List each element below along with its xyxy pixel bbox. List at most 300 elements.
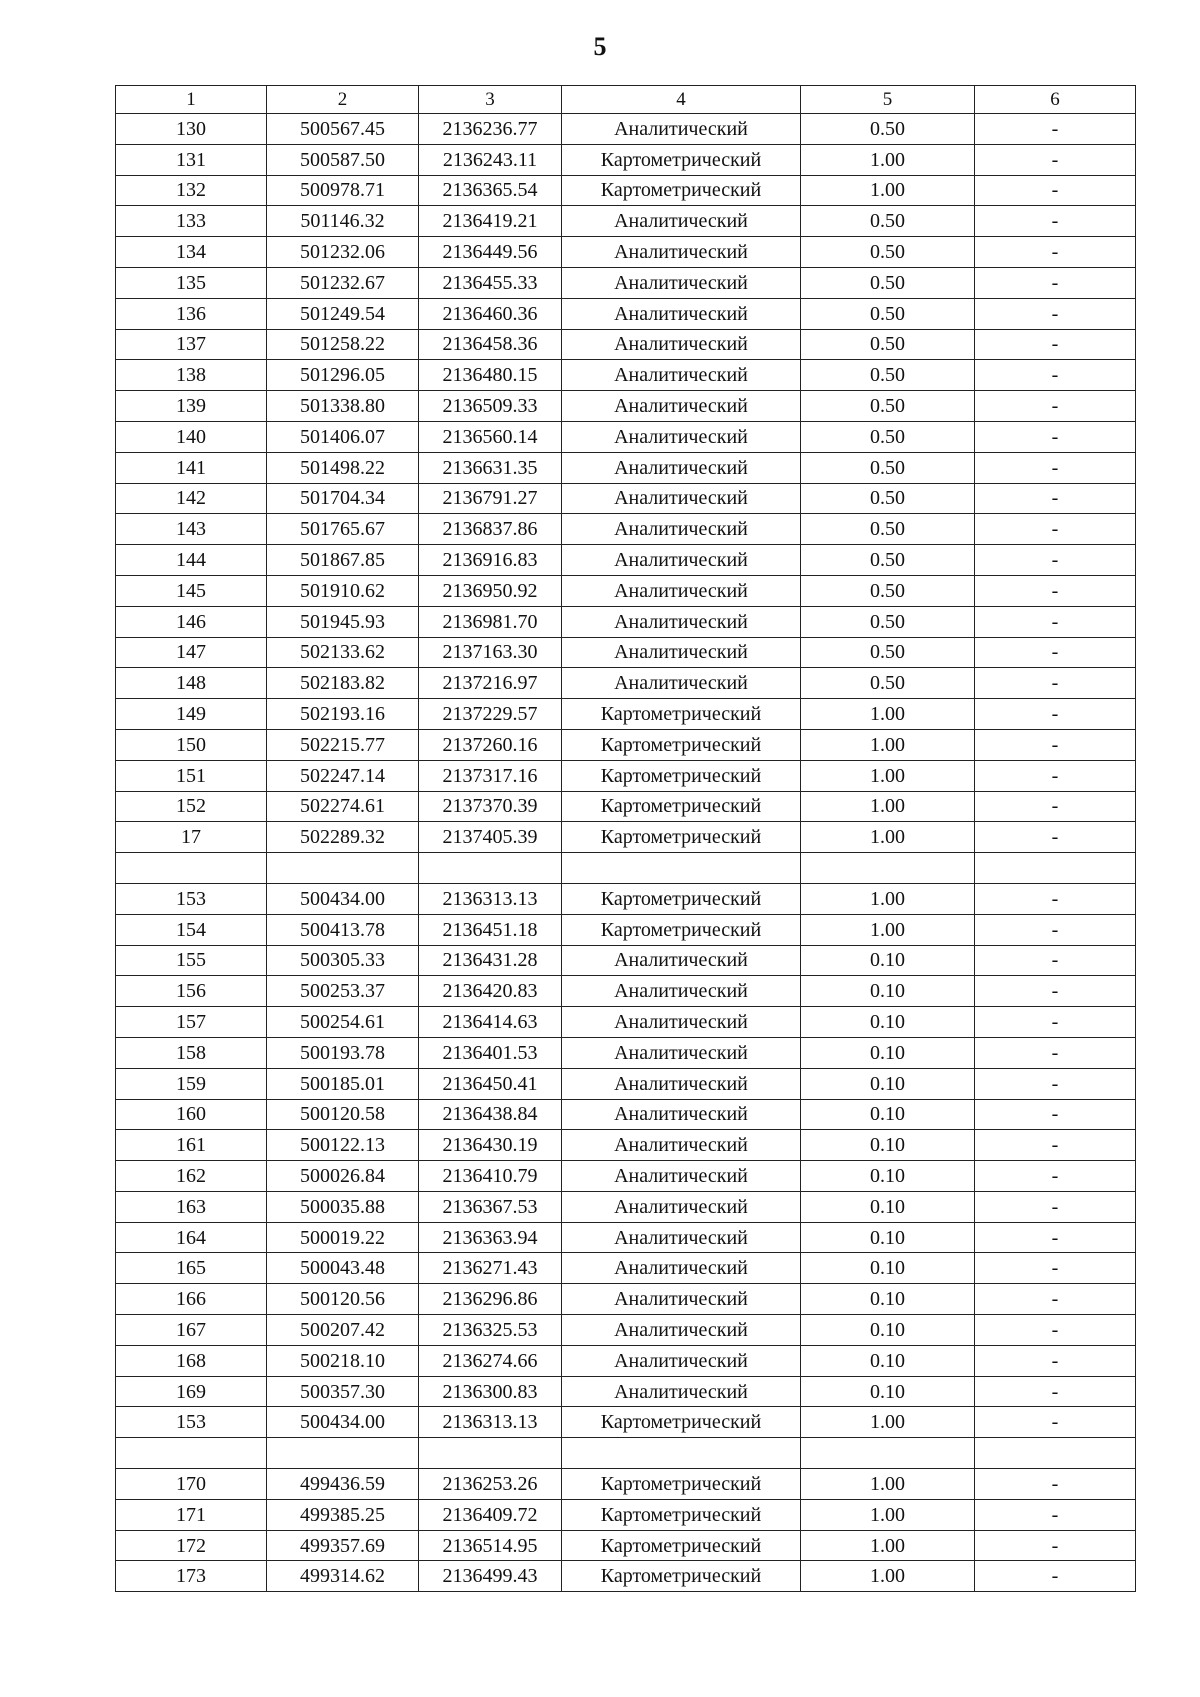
y-coordinate-cell: 2136243.11 (419, 144, 562, 175)
y-coordinate-cell: 2137229.57 (419, 699, 562, 730)
note-cell: - (975, 206, 1136, 237)
accuracy-cell: 0.10 (801, 1099, 975, 1130)
point-number-cell (116, 853, 267, 884)
point-number-cell: 138 (116, 360, 267, 391)
accuracy-cell: 0.10 (801, 976, 975, 1007)
accuracy-cell: 0.50 (801, 237, 975, 268)
method-cell: Аналитический (562, 945, 801, 976)
point-number-cell: 171 (116, 1499, 267, 1530)
table-row (116, 175, 1136, 206)
note-cell: - (975, 483, 1136, 514)
y-coordinate-cell: 2137405.39 (419, 822, 562, 853)
point-number-cell: 143 (116, 514, 267, 545)
method-cell: Аналитический (562, 545, 801, 576)
note-cell: - (975, 267, 1136, 298)
point-number-cell: 170 (116, 1469, 267, 1500)
page-number: 5 (593, 32, 607, 61)
note-cell: - (975, 1007, 1136, 1038)
x-coordinate-cell: 501232.06 (267, 237, 419, 268)
point-number-cell: 141 (116, 452, 267, 483)
table-row (116, 1099, 1136, 1130)
y-coordinate-cell: 2137317.16 (419, 760, 562, 791)
x-coordinate-cell: 500120.56 (267, 1284, 419, 1315)
accuracy-cell: 1.00 (801, 1407, 975, 1438)
accuracy-cell: 1.00 (801, 175, 975, 206)
x-coordinate-cell: 502247.14 (267, 760, 419, 791)
x-coordinate-cell: 501146.32 (267, 206, 419, 237)
point-number-cell: 137 (116, 329, 267, 360)
y-coordinate-cell: 2136431.28 (419, 945, 562, 976)
point-number-cell: 132 (116, 175, 267, 206)
accuracy-cell: 0.10 (801, 1253, 975, 1284)
point-number-cell: 130 (116, 114, 267, 145)
y-coordinate-cell: 2136837.86 (419, 514, 562, 545)
accuracy-cell: 0.10 (801, 1007, 975, 1038)
y-coordinate-cell: 2136916.83 (419, 545, 562, 576)
point-number-cell: 140 (116, 421, 267, 452)
note-cell: - (975, 1376, 1136, 1407)
accuracy-cell: 1.00 (801, 1469, 975, 1500)
y-coordinate-cell: 2136950.92 (419, 575, 562, 606)
point-number-cell: 145 (116, 575, 267, 606)
method-cell: Картометрический (562, 1499, 801, 1530)
table-row (116, 1499, 1136, 1530)
method-cell: Аналитический (562, 298, 801, 329)
note-cell: - (975, 1315, 1136, 1346)
table-row (116, 514, 1136, 545)
table-row (116, 1315, 1136, 1346)
method-cell: Аналитический (562, 1345, 801, 1376)
y-coordinate-cell: 2136274.66 (419, 1345, 562, 1376)
x-coordinate-cell: 501296.05 (267, 360, 419, 391)
x-coordinate-cell (267, 1438, 419, 1469)
y-coordinate-cell: 2136313.13 (419, 1407, 562, 1438)
accuracy-cell: 1.00 (801, 914, 975, 945)
accuracy-cell: 1.00 (801, 144, 975, 175)
x-coordinate-cell: 500587.50 (267, 144, 419, 175)
accuracy-cell: 0.50 (801, 575, 975, 606)
y-coordinate-cell: 2136253.26 (419, 1469, 562, 1500)
table-row (116, 976, 1136, 1007)
x-coordinate-cell: 500207.42 (267, 1315, 419, 1346)
note-cell: - (975, 1407, 1136, 1438)
x-coordinate-cell: 501258.22 (267, 329, 419, 360)
table-row (116, 1253, 1136, 1284)
accuracy-cell: 0.50 (801, 483, 975, 514)
header-row (116, 86, 1136, 114)
note-cell (975, 1438, 1136, 1469)
x-coordinate-cell: 502274.61 (267, 791, 419, 822)
table-row (116, 360, 1136, 391)
method-cell: Аналитический (562, 1099, 801, 1130)
x-coordinate-cell: 501338.80 (267, 391, 419, 422)
point-number-cell: 133 (116, 206, 267, 237)
accuracy-cell: 0.50 (801, 206, 975, 237)
table-row (116, 1161, 1136, 1192)
x-coordinate-cell: 500193.78 (267, 1037, 419, 1068)
table-row (116, 1068, 1136, 1099)
table-row (116, 1222, 1136, 1253)
y-coordinate-cell: 2136981.70 (419, 606, 562, 637)
accuracy-cell: 0.10 (801, 1345, 975, 1376)
point-number-cell: 155 (116, 945, 267, 976)
method-cell: Аналитический (562, 452, 801, 483)
note-cell: - (975, 1345, 1136, 1376)
note-cell: - (975, 114, 1136, 145)
method-cell: Аналитический (562, 1037, 801, 1068)
point-number-cell: 157 (116, 1007, 267, 1038)
y-coordinate-cell: 2136271.43 (419, 1253, 562, 1284)
x-coordinate-cell: 499314.62 (267, 1561, 419, 1592)
method-cell: Аналитический (562, 976, 801, 1007)
table-row (116, 822, 1136, 853)
note-cell: - (975, 144, 1136, 175)
method-cell: Аналитический (562, 637, 801, 668)
x-coordinate-cell: 501249.54 (267, 298, 419, 329)
method-cell: Аналитический (562, 1376, 801, 1407)
point-number-cell: 151 (116, 760, 267, 791)
point-number-cell: 169 (116, 1376, 267, 1407)
method-cell: Аналитический (562, 1068, 801, 1099)
y-coordinate-cell: 2136560.14 (419, 421, 562, 452)
method-cell: Аналитический (562, 206, 801, 237)
x-coordinate-cell: 500043.48 (267, 1253, 419, 1284)
note-cell: - (975, 329, 1136, 360)
table-row (116, 606, 1136, 637)
x-coordinate-cell: 499385.25 (267, 1499, 419, 1530)
accuracy-cell: 0.50 (801, 514, 975, 545)
accuracy-cell: 0.50 (801, 637, 975, 668)
table-body (116, 114, 1136, 1592)
x-coordinate-cell: 501704.34 (267, 483, 419, 514)
table-row (116, 391, 1136, 422)
x-coordinate-cell: 500019.22 (267, 1222, 419, 1253)
table-row (116, 267, 1136, 298)
y-coordinate-cell: 2137370.39 (419, 791, 562, 822)
y-coordinate-cell: 2136325.53 (419, 1315, 562, 1346)
column-header: 1 (116, 86, 267, 114)
table-row (116, 729, 1136, 760)
point-number-cell: 154 (116, 914, 267, 945)
accuracy-cell: 0.10 (801, 1161, 975, 1192)
method-cell (562, 853, 801, 884)
x-coordinate-cell: 499436.59 (267, 1469, 419, 1500)
note-cell: - (975, 1222, 1136, 1253)
y-coordinate-cell: 2136313.13 (419, 883, 562, 914)
table-row (116, 791, 1136, 822)
method-cell: Аналитический (562, 668, 801, 699)
method-cell: Аналитический (562, 360, 801, 391)
table-row (116, 1345, 1136, 1376)
point-number-cell: 160 (116, 1099, 267, 1130)
accuracy-cell: 1.00 (801, 729, 975, 760)
method-cell: Аналитический (562, 514, 801, 545)
method-cell: Аналитический (562, 1253, 801, 1284)
accuracy-cell: 0.50 (801, 329, 975, 360)
y-coordinate-cell: 2136460.36 (419, 298, 562, 329)
column-header: 3 (419, 86, 562, 114)
point-number-cell: 162 (116, 1161, 267, 1192)
note-cell: - (975, 1161, 1136, 1192)
y-coordinate-cell: 2136296.86 (419, 1284, 562, 1315)
accuracy-cell: 0.50 (801, 545, 975, 576)
point-number-cell: 153 (116, 1407, 267, 1438)
column-header: 5 (801, 86, 975, 114)
y-coordinate-cell: 2136414.63 (419, 1007, 562, 1038)
y-coordinate-cell: 2137216.97 (419, 668, 562, 699)
table-row (116, 1191, 1136, 1222)
method-cell: Картометрический (562, 1407, 801, 1438)
note-cell: - (975, 1099, 1136, 1130)
y-coordinate-cell: 2136430.19 (419, 1130, 562, 1161)
x-coordinate-cell: 502215.77 (267, 729, 419, 760)
y-coordinate-cell: 2136365.54 (419, 175, 562, 206)
y-coordinate-cell: 2136438.84 (419, 1099, 562, 1130)
method-cell: Картометрический (562, 729, 801, 760)
method-cell: Аналитический (562, 114, 801, 145)
accuracy-cell: 0.50 (801, 114, 975, 145)
x-coordinate-cell: 500254.61 (267, 1007, 419, 1038)
method-cell: Аналитический (562, 329, 801, 360)
method-cell: Аналитический (562, 1222, 801, 1253)
point-number-cell: 131 (116, 144, 267, 175)
accuracy-cell (801, 853, 975, 884)
y-coordinate-cell: 2137163.30 (419, 637, 562, 668)
table-row (116, 1530, 1136, 1561)
table-row (116, 853, 1136, 884)
accuracy-cell: 1.00 (801, 791, 975, 822)
table-row (116, 298, 1136, 329)
method-cell: Картометрический (562, 914, 801, 945)
note-cell: - (975, 945, 1136, 976)
accuracy-cell: 0.10 (801, 1068, 975, 1099)
y-coordinate-cell (419, 853, 562, 884)
note-cell: - (975, 1530, 1136, 1561)
x-coordinate-cell: 502289.32 (267, 822, 419, 853)
table-row (116, 883, 1136, 914)
accuracy-cell: 0.50 (801, 606, 975, 637)
table-row (116, 421, 1136, 452)
accuracy-cell: 1.00 (801, 822, 975, 853)
column-header: 6 (975, 86, 1136, 114)
note-cell: - (975, 822, 1136, 853)
note-cell: - (975, 1469, 1136, 1500)
y-coordinate-cell: 2136631.35 (419, 452, 562, 483)
x-coordinate-cell: 500218.10 (267, 1345, 419, 1376)
x-coordinate-cell: 500035.88 (267, 1191, 419, 1222)
y-coordinate-cell: 2136236.77 (419, 114, 562, 145)
table-row (116, 668, 1136, 699)
accuracy-cell: 1.00 (801, 1561, 975, 1592)
y-coordinate-cell: 2136514.95 (419, 1530, 562, 1561)
point-number-cell: 142 (116, 483, 267, 514)
y-coordinate-cell: 2136401.53 (419, 1037, 562, 1068)
table-row (116, 483, 1136, 514)
y-coordinate-cell: 2136449.56 (419, 237, 562, 268)
x-coordinate-cell: 502193.16 (267, 699, 419, 730)
y-coordinate-cell: 2136409.72 (419, 1499, 562, 1530)
x-coordinate-cell: 501232.67 (267, 267, 419, 298)
note-cell: - (975, 514, 1136, 545)
y-coordinate-cell: 2136419.21 (419, 206, 562, 237)
x-coordinate-cell: 501765.67 (267, 514, 419, 545)
table-row (116, 1438, 1136, 1469)
table-row (116, 575, 1136, 606)
x-coordinate-cell: 501945.93 (267, 606, 419, 637)
note-cell: - (975, 1037, 1136, 1068)
method-cell: Картометрический (562, 760, 801, 791)
table-row (116, 1407, 1136, 1438)
accuracy-cell: 1.00 (801, 1530, 975, 1561)
method-cell: Картометрический (562, 1530, 801, 1561)
point-number-cell: 173 (116, 1561, 267, 1592)
note-cell: - (975, 637, 1136, 668)
table-row (116, 1007, 1136, 1038)
note-cell: - (975, 1284, 1136, 1315)
accuracy-cell: 0.50 (801, 391, 975, 422)
table-row (116, 114, 1136, 145)
y-coordinate-cell: 2136420.83 (419, 976, 562, 1007)
method-cell: Аналитический (562, 575, 801, 606)
method-cell: Аналитический (562, 606, 801, 637)
point-number-cell: 150 (116, 729, 267, 760)
x-coordinate-cell: 500567.45 (267, 114, 419, 145)
accuracy-cell: 1.00 (801, 699, 975, 730)
x-coordinate-cell: 500120.58 (267, 1099, 419, 1130)
note-cell: - (975, 575, 1136, 606)
method-cell: Картометрический (562, 175, 801, 206)
x-coordinate-cell: 500305.33 (267, 945, 419, 976)
column-header: 2 (267, 86, 419, 114)
x-coordinate-cell: 500122.13 (267, 1130, 419, 1161)
accuracy-cell: 1.00 (801, 760, 975, 791)
method-cell: Аналитический (562, 267, 801, 298)
table-row (116, 144, 1136, 175)
point-number-cell: 168 (116, 1345, 267, 1376)
y-coordinate-cell: 2136458.36 (419, 329, 562, 360)
method-cell: Аналитический (562, 1315, 801, 1346)
x-coordinate-cell (267, 853, 419, 884)
point-number-cell: 156 (116, 976, 267, 1007)
x-coordinate-cell: 499357.69 (267, 1530, 419, 1561)
method-cell: Аналитический (562, 1284, 801, 1315)
table-row (116, 1284, 1136, 1315)
x-coordinate-cell: 500434.00 (267, 1407, 419, 1438)
note-cell: - (975, 1191, 1136, 1222)
note-cell: - (975, 729, 1136, 760)
x-coordinate-cell: 500413.78 (267, 914, 419, 945)
note-cell: - (975, 1068, 1136, 1099)
accuracy-cell (801, 1438, 975, 1469)
accuracy-cell: 0.50 (801, 452, 975, 483)
method-cell: Картометрический (562, 1561, 801, 1592)
y-coordinate-cell: 2136791.27 (419, 483, 562, 514)
table-header (116, 86, 1136, 114)
note-cell: - (975, 976, 1136, 1007)
point-number-cell: 161 (116, 1130, 267, 1161)
table-row (116, 699, 1136, 730)
accuracy-cell: 1.00 (801, 883, 975, 914)
point-number-cell: 164 (116, 1222, 267, 1253)
table-row (116, 1469, 1136, 1500)
x-coordinate-cell: 501406.07 (267, 421, 419, 452)
point-number-cell: 172 (116, 1530, 267, 1561)
table-row (116, 1561, 1136, 1592)
accuracy-cell: 0.10 (801, 1222, 975, 1253)
y-coordinate-cell (419, 1438, 562, 1469)
y-coordinate-cell: 2136300.83 (419, 1376, 562, 1407)
point-number-cell: 136 (116, 298, 267, 329)
note-cell: - (975, 391, 1136, 422)
point-number-cell: 158 (116, 1037, 267, 1068)
table-row (116, 329, 1136, 360)
y-coordinate-cell: 2136509.33 (419, 391, 562, 422)
accuracy-cell: 0.10 (801, 1037, 975, 1068)
point-number-cell: 134 (116, 237, 267, 268)
note-cell: - (975, 699, 1136, 730)
point-number-cell: 139 (116, 391, 267, 422)
x-coordinate-cell: 500434.00 (267, 883, 419, 914)
y-coordinate-cell: 2136410.79 (419, 1161, 562, 1192)
accuracy-cell: 1.00 (801, 1499, 975, 1530)
accuracy-cell: 0.10 (801, 1284, 975, 1315)
point-number-cell: 149 (116, 699, 267, 730)
table-row (116, 1376, 1136, 1407)
point-number-cell: 165 (116, 1253, 267, 1284)
table-row (116, 206, 1136, 237)
accuracy-cell: 0.50 (801, 668, 975, 699)
point-number-cell: 153 (116, 883, 267, 914)
accuracy-cell: 0.50 (801, 421, 975, 452)
point-number-cell: 135 (116, 267, 267, 298)
accuracy-cell: 0.10 (801, 945, 975, 976)
coordinates-table (115, 85, 1136, 1592)
accuracy-cell: 0.50 (801, 298, 975, 329)
y-coordinate-cell: 2136455.33 (419, 267, 562, 298)
point-number-cell: 163 (116, 1191, 267, 1222)
table-row (116, 637, 1136, 668)
y-coordinate-cell: 2136499.43 (419, 1561, 562, 1592)
table-row (116, 760, 1136, 791)
note-cell: - (975, 791, 1136, 822)
y-coordinate-cell: 2136451.18 (419, 914, 562, 945)
point-number-cell: 152 (116, 791, 267, 822)
method-cell: Картометрический (562, 699, 801, 730)
table-row (116, 914, 1136, 945)
note-cell: - (975, 914, 1136, 945)
x-coordinate-cell: 501910.62 (267, 575, 419, 606)
y-coordinate-cell: 2136363.94 (419, 1222, 562, 1253)
note-cell: - (975, 606, 1136, 637)
method-cell: Аналитический (562, 1130, 801, 1161)
method-cell: Аналитический (562, 391, 801, 422)
point-number-cell: 147 (116, 637, 267, 668)
x-coordinate-cell: 500026.84 (267, 1161, 419, 1192)
method-cell: Картометрический (562, 144, 801, 175)
table-row (116, 1130, 1136, 1161)
point-number-cell: 167 (116, 1315, 267, 1346)
y-coordinate-cell: 2136450.41 (419, 1068, 562, 1099)
table-row (116, 237, 1136, 268)
x-coordinate-cell: 500253.37 (267, 976, 419, 1007)
method-cell: Картометрический (562, 822, 801, 853)
table-row (116, 1037, 1136, 1068)
accuracy-cell: 0.10 (801, 1376, 975, 1407)
method-cell: Картометрический (562, 791, 801, 822)
x-coordinate-cell: 502133.62 (267, 637, 419, 668)
y-coordinate-cell: 2136367.53 (419, 1191, 562, 1222)
y-coordinate-cell: 2137260.16 (419, 729, 562, 760)
